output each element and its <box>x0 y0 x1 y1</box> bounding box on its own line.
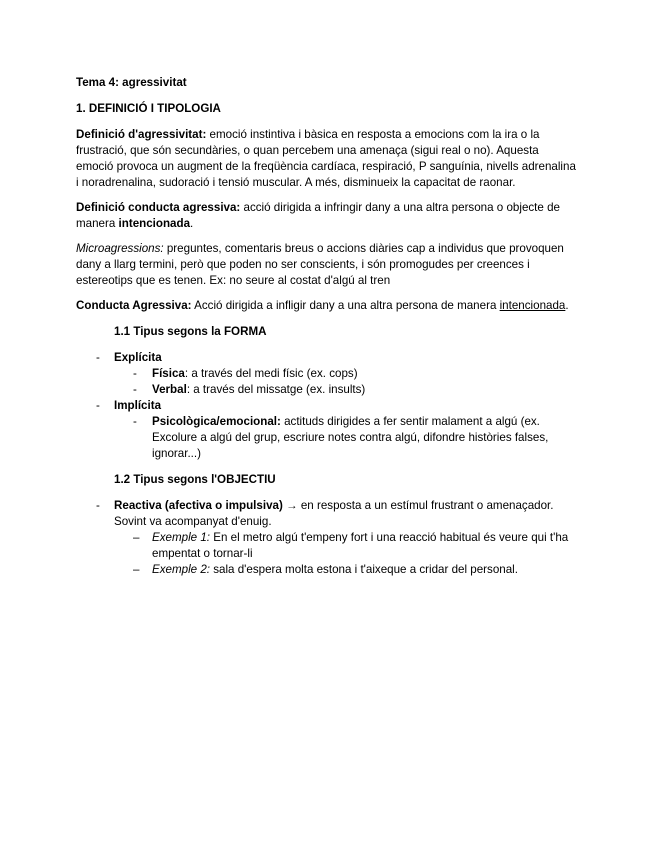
conduct-label: Conducta Agressiva: <box>76 299 192 312</box>
bullet-marker: - <box>133 367 137 380</box>
definition-label: Definició conducta agressiva: <box>76 201 241 214</box>
example-text: sala d'espera molta estona i t'aixeque a cridar del personal. <box>210 563 518 576</box>
list-item-label: Psicològica/emocional: <box>152 415 281 428</box>
definition-text: emoció instintiva i bàsica en resposta a emocions com la ira o la frustració, que són secundàries, o quan percebem una amenaça (sigui real o no). Aquesta emoció provoca un augment de la freqüència cardíaca, respiració, P sanguínia, nivells adrenalina i noradrenalina, sudoració i tensió muscular. A més, disminueix la capacitat de raonar. <box>76 128 576 189</box>
list-item-text: : a través del missatge (ex. insults) <box>186 383 366 396</box>
list-item-example-1 <box>76 530 576 562</box>
list-item-reactive <box>76 498 576 530</box>
example-text: En el metro algú t'empeny fort i una reacció habitual és veure qui t'ha empentat o tornar-li <box>152 531 569 560</box>
microaggressions-paragraph <box>76 241 576 289</box>
objective-types-list <box>76 498 576 578</box>
period: . <box>190 217 194 230</box>
underlined-text: intencionada <box>499 299 566 312</box>
document-body <box>76 75 576 578</box>
definition-aggressive-conduct <box>76 200 576 232</box>
bullet-marker: - <box>133 415 137 428</box>
example-label: Exemple 1: <box>152 531 210 544</box>
form-types-list <box>76 350 576 462</box>
list-item-label: Reactiva (afectiva o impulsiva) <box>114 499 283 512</box>
list-item-text: → en resposta a un estímul frustrant o amenaçador. Sovint va acompanyat d'enuig. <box>114 499 554 528</box>
list-item-verbal <box>76 382 576 398</box>
list-item-text: : a través del medi físic (ex. cops) <box>184 367 358 380</box>
aggressive-conduct-paragraph <box>76 298 576 314</box>
list-item-label: Verbal <box>152 383 187 396</box>
list-item-label: Explícita <box>114 351 162 364</box>
subsection-heading-objective: 1.2 Tipus segons l'OBJECTIU <box>114 473 276 486</box>
list-item-example-2 <box>76 562 576 578</box>
list-item-implicit <box>76 398 576 414</box>
list-item-psychological <box>76 414 576 462</box>
emphasis-text: intencionada <box>118 217 191 230</box>
bullet-marker: – <box>133 531 140 544</box>
bullet-marker: - <box>133 383 137 396</box>
list-item-physical <box>76 366 576 382</box>
subsection-heading-form: 1.1 Tipus segons la FORMA <box>114 325 267 338</box>
example-label: Exemple 2: <box>152 563 210 576</box>
bullet-marker: - <box>96 351 100 364</box>
microaggressions-label: Microagressions: <box>76 242 164 255</box>
definition-aggressivity <box>76 127 576 191</box>
list-item-text: actituds dirigides a fer sentir malament a algú (ex. Excolure a algú del grup, escriure notes contra algú, difondre històries falses, ignorar...) <box>152 415 549 460</box>
bullet-marker: - <box>96 399 100 412</box>
list-item-explicit <box>76 350 576 366</box>
section-heading: 1. DEFINICIÓ I TIPOLOGIA <box>76 102 221 115</box>
definition-text: acció dirigida a infringir dany a una altra persona o objecte de manera <box>76 201 560 230</box>
bullet-marker: - <box>96 499 100 512</box>
bullet-marker: – <box>133 563 140 576</box>
definition-label: Definició d'agressivitat: <box>76 128 207 141</box>
document-title: Tema 4: agressivitat <box>76 76 187 89</box>
microaggressions-text: preguntes, comentaris breus o accions diàries cap a individus que provoquen dany a llarg termini, però que poden no ser conscients, i són promogudes per creences i estereotips que es tenen. Ex: no seure al costat d'algú al tren <box>76 242 564 287</box>
conduct-text: Acció dirigida a infligir dany a una altra persona de manera <box>191 299 500 312</box>
period: . <box>565 299 569 312</box>
list-item-label: Física <box>152 367 185 380</box>
list-item-label: Implícita <box>114 399 162 412</box>
